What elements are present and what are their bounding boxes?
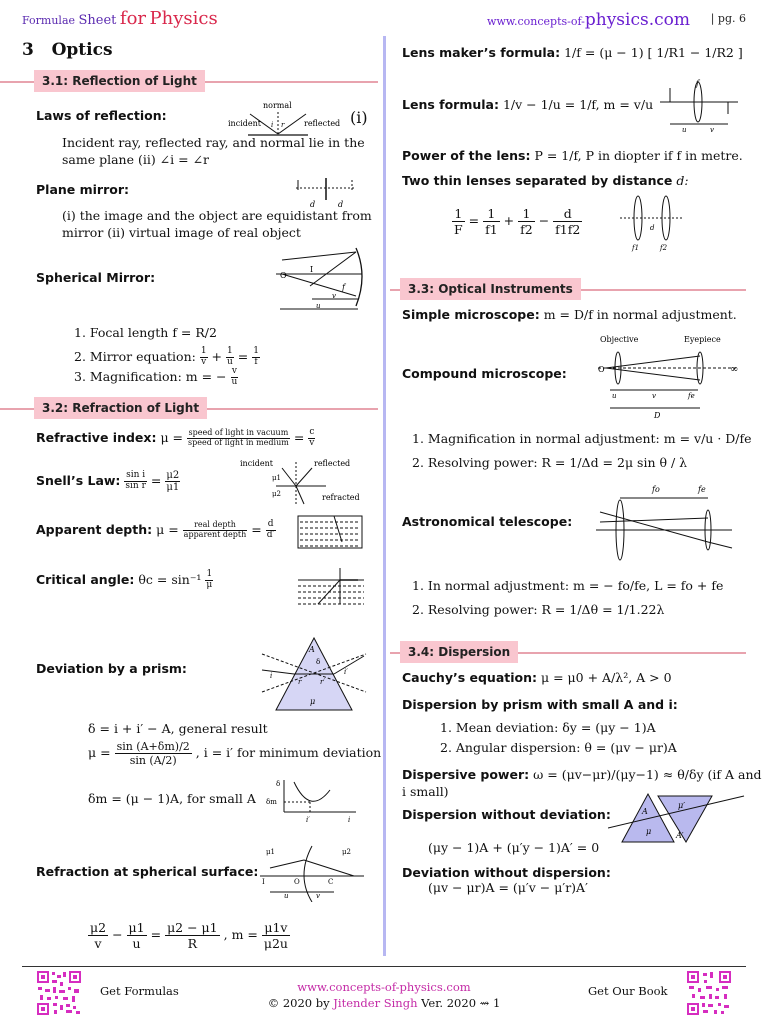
power-row: [402, 148, 743, 165]
lens-v: v: [710, 126, 714, 134]
compound-item-2: [412, 455, 687, 472]
compound-fe: fe: [688, 392, 695, 400]
frac-n: sin (A+δm)/2: [116, 740, 190, 753]
compound-u: u: [612, 392, 617, 400]
sph-center: C: [328, 878, 334, 886]
reflection-diagram: [228, 98, 348, 138]
frac-n: sin i: [126, 470, 146, 481]
lens-diagram: [660, 78, 740, 134]
refracted-label: refracted: [322, 493, 360, 502]
angle-r: r: [298, 678, 302, 686]
simple-microscope-row: [402, 307, 737, 324]
qr-code-book[interactable]: [686, 970, 732, 1016]
plane-mirror-label: Plane mirror:: [36, 182, 129, 197]
telescope-fe: fe: [698, 485, 706, 494]
frac: [553, 206, 582, 237]
apex-label: A: [309, 645, 315, 654]
header-word-formulae: Formulae: [22, 14, 76, 27]
power-eq: P = 1/f, P in diopter if f in metre.: [534, 148, 743, 163]
frac-n: μ1v: [262, 920, 290, 936]
frac: [165, 920, 220, 951]
frac: [200, 347, 208, 368]
astro-item-1: [412, 578, 723, 595]
graph-i-prime: i′: [306, 816, 310, 824]
power-label: Power of the lens:: [402, 148, 531, 163]
deviation-without-dispersion-label: Deviation without dispersion:: [402, 865, 611, 880]
angle-i-label: i: [271, 121, 274, 129]
frac-d: u: [132, 936, 141, 951]
lensmaker-eq: 1/f = (μ − 1) [ 1/R1 − 1/R2 ]: [564, 45, 743, 60]
frac: [483, 206, 500, 237]
compound-microscope-label: Compound microscope:: [402, 366, 567, 381]
critical-angle-row: [36, 570, 213, 591]
frac-d: f1: [485, 222, 498, 237]
page-header: [0, 6, 768, 28]
version-text: Ver. 2020 ⇝ 1: [421, 996, 501, 1010]
author-name[interactable]: Jitender Singh: [333, 996, 418, 1010]
frac-n: c: [309, 427, 315, 437]
reflected-label: reflected: [314, 459, 351, 468]
astro-mag-text: 1. In normal adjustment: m = −: [412, 578, 614, 593]
frac-d: F: [454, 222, 463, 237]
sph-mu2: μ2: [342, 848, 352, 856]
frac-d: f1f2: [555, 222, 581, 237]
frac-n: μ1: [128, 920, 145, 935]
prism-mu-prime: μ′: [678, 801, 686, 810]
astro-rp-text: 2. Resolving power: R =: [412, 602, 566, 617]
frac-n: 1: [518, 206, 535, 222]
ri-mu: μ =: [160, 429, 184, 445]
get-book-link[interactable]: Get Our Book: [588, 984, 668, 998]
apparent-depth-row: [36, 520, 276, 541]
lens-formula-eq: 1/v − 1/u = 1/f, m = v/u: [502, 97, 654, 112]
frac-d: u: [226, 356, 233, 367]
snell-eq: =: [150, 473, 162, 488]
critical-angle-diagram: [296, 564, 366, 606]
spherical-mirror-label: Spherical Mirror:: [36, 270, 156, 285]
compound-v: v: [652, 392, 656, 400]
column-divider: [383, 36, 386, 956]
prism-eq-general: δ = i + i′ − A, general result: [88, 721, 268, 736]
deviation-without-dispersion-eq: (μv − μr)A = (μ′v − μ′r)A′: [428, 880, 588, 895]
thin-f1: f1: [632, 244, 640, 252]
snell-label: Snell’s Law:: [36, 473, 121, 488]
prism-a: A: [642, 807, 648, 816]
frac-n: d: [553, 206, 582, 222]
lensmaker-row: [402, 45, 743, 62]
dispersion-without-deviation-eq: (μy − 1)A + (μ′y − 1)A′ = 0: [428, 840, 600, 855]
frac: [308, 428, 315, 449]
cauchy-label: Cauchy’s equation:: [402, 670, 538, 685]
subsection-heading: 3.3: Optical Instruments: [400, 278, 581, 300]
prism-mu: μ =: [88, 745, 111, 761]
eq-minus: −: [112, 927, 123, 942]
frac-d: apparent depth: [183, 529, 247, 539]
incident-label: incident: [240, 459, 273, 468]
frac-d: f: [254, 356, 258, 367]
frac-n: real depth: [183, 521, 248, 531]
simple-microscope-eq: m = D/f in normal adjustment.: [543, 307, 737, 322]
compound-D: D: [654, 411, 661, 420]
focal-label: f: [342, 283, 345, 292]
snell-row: [36, 470, 180, 493]
app-eq: =: [251, 521, 262, 537]
eyepiece-label: Eyepiece: [684, 335, 721, 344]
angular-dispersion: 2. Angular dispersion: θ = (μv − μr)A: [440, 740, 677, 755]
angle-i: i: [270, 672, 273, 680]
frac-d: μ2u: [263, 936, 288, 951]
ri-eq: =: [293, 429, 305, 445]
copyright-prefix: © 2020 by: [267, 996, 330, 1010]
astro-rp-eq: 1/Δθ = 1/1.22λ: [569, 602, 665, 617]
frac-n: μ2: [90, 920, 107, 935]
lens-formula-row: [402, 97, 653, 114]
compound-mag-text: 1. Magnification in normal adjustment: m =: [412, 431, 691, 446]
compound-item-1: [412, 431, 752, 448]
reflected-label: reflected: [304, 119, 341, 128]
frac-d: μ1: [166, 482, 180, 493]
compound-microscope-diagram: [596, 332, 746, 422]
snell-diagram: [236, 456, 366, 506]
infinity-symbol: ∞: [730, 364, 739, 375]
frac: [124, 471, 146, 492]
thin-lens-diagram: [620, 190, 686, 254]
section-title: [22, 40, 113, 60]
angle-r-prime: r′: [320, 678, 325, 686]
lensmaker-label: Lens maker’s formula:: [402, 45, 561, 60]
spherical-surface-label: Refraction at spherical surface:: [36, 864, 259, 879]
eq-m: , m =: [223, 927, 258, 942]
footer-url[interactable]: www.concepts-of-physics.com: [297, 980, 471, 994]
thin-lens-row: [402, 173, 689, 190]
frac-d: sin (A/2): [129, 754, 177, 768]
frac-d: d′: [266, 529, 275, 540]
frac-n: 1: [253, 346, 259, 356]
section-number: 3: [22, 40, 34, 60]
incident-label: incident: [228, 119, 261, 128]
focal-length-text: 1. Focal length f = R/2: [74, 325, 217, 340]
app-mu: μ =: [156, 521, 179, 537]
telescope-fo: fo: [652, 485, 660, 494]
dispersive-power-eq: ω = (μv−μr)/(μy−1) ≈ θ/δy (if A and i small): [402, 767, 762, 799]
distance-d2: d: [338, 200, 344, 209]
spherical-surface-eq: [88, 920, 290, 951]
normal-label: normal: [263, 101, 292, 110]
delta-label: δ: [316, 658, 321, 666]
image-label: I: [310, 265, 314, 274]
v-label: v: [332, 292, 336, 300]
subsection-3-2: [0, 397, 378, 421]
header-url-a: www.concepts-of-: [487, 15, 585, 28]
sph-object: O: [294, 878, 300, 886]
frac: [115, 740, 192, 767]
subsection-heading: 3.2: Refraction of Light: [34, 397, 207, 419]
get-formulas-link[interactable]: Get Formulas: [100, 984, 179, 998]
frac: [231, 367, 239, 388]
frac: [452, 206, 465, 237]
refractive-index-label: Refractive index:: [36, 429, 157, 445]
u-label: u: [316, 302, 321, 310]
distance-d1: d: [310, 200, 316, 209]
graph-i: i: [348, 816, 351, 824]
dispersive-power-label: Dispersive power:: [402, 767, 530, 782]
refractive-index-row: [36, 428, 315, 449]
mu-label: μ: [310, 697, 316, 706]
subsection-heading: 3.4: Dispersion: [400, 641, 518, 663]
laws-tag: (i): [350, 108, 368, 127]
prism-min-dev-note: , i = i′ for minimum deviation: [195, 745, 382, 761]
frac: [518, 206, 535, 237]
frac-d: v: [201, 356, 207, 367]
angle-r-label: r: [281, 121, 285, 129]
plane-mirror-text: (i) the image and the object are equidistant from mirror (ii) virtual image of real object: [62, 208, 372, 240]
astro-mag-eq: fo/fe, L = fo + fe: [617, 578, 724, 593]
mean-deviation: 1. Mean deviation: δy = (μy − 1)A: [440, 720, 656, 735]
plane-mirror-diagram: [290, 176, 360, 210]
cauchy-eq: μ = μ0 + A/λ², A > 0: [541, 670, 672, 685]
critical-angle-label: Critical angle:: [36, 571, 135, 587]
frac-d: f2: [520, 222, 533, 237]
frac-d: R: [187, 936, 198, 951]
spherical-item-3: [74, 367, 238, 388]
frac-n: 1: [206, 569, 213, 579]
frac: [183, 521, 248, 540]
eq-equals: =: [150, 927, 162, 942]
frac-n: 1: [483, 206, 500, 222]
objective-label: Objective: [600, 335, 639, 344]
compound-o: O: [598, 365, 605, 374]
angle-i-prime: i′: [344, 668, 348, 676]
thin-lens-label: Two thin lenses separated by distance: [402, 173, 673, 188]
header-word-for: for: [119, 8, 147, 29]
frac: [205, 570, 213, 591]
frac-d: v: [309, 437, 315, 448]
frac: [187, 429, 290, 448]
copyright-line: [0, 996, 768, 1010]
frac-d: sin r: [125, 481, 146, 491]
frac: [226, 347, 234, 368]
frac-n: v: [231, 366, 237, 376]
spherical-mirror-diagram: [276, 246, 366, 312]
thin-f2: f2: [660, 244, 668, 252]
thin-d: d: [650, 224, 655, 232]
graph-delta-m: δm: [266, 798, 277, 806]
lens-u: u: [682, 126, 687, 134]
prism-a-prime: A′: [676, 831, 684, 840]
mu1-label: μ1: [272, 474, 282, 482]
mirror-eq-text: 2. Mirror equation:: [74, 348, 196, 364]
dispersion-prism-label: Dispersion by prism with small A and i:: [402, 697, 678, 712]
spherical-item-2: 2. Mirror equation: $\frac{1}{v}$ + $\frac{1}{u}$ = $\frac{1}{f}$: [74, 346, 259, 367]
header-url[interactable]: [487, 10, 690, 30]
prism-eq-min-dev: [88, 740, 381, 767]
deviation-graph: [266, 776, 362, 824]
critical-angle-eq: θc = sin⁻¹: [138, 571, 202, 587]
frac-n: 1: [452, 206, 465, 222]
thin-lens-d: d:: [676, 173, 689, 188]
prism-diagram: [258, 634, 370, 712]
sph-mu1: μ1: [266, 848, 276, 856]
frac: [266, 520, 276, 541]
laws-text: Incident ray, reflected ray, and normal lie in the same plane (ii) ∠i = ∠r: [62, 135, 365, 167]
compound-rp-text: 2. Resolving power: R =: [412, 455, 566, 470]
subsection-3-4: [390, 641, 746, 665]
object-label: O: [280, 271, 287, 280]
magnification-text: 3. Magnification: m = −: [74, 368, 227, 384]
frac: [262, 920, 290, 951]
apparent-depth-diagram: [296, 512, 364, 550]
frac: [252, 347, 260, 368]
frac-n: μ2 − μ1: [167, 920, 218, 935]
frac-d: u: [231, 376, 238, 387]
header-word-sheet: Sheet: [78, 13, 117, 28]
frac-d: speed of light in medium: [188, 437, 289, 447]
compound-rp-eq: 1/Δd = 2μ sin θ / λ: [569, 455, 688, 470]
frac-n: speed of light in vacuum: [188, 428, 289, 438]
telescope-diagram: [596, 482, 736, 572]
frac-n: μ2: [166, 470, 180, 481]
header-word-physics: Physics: [149, 8, 218, 29]
section-name: Optics: [51, 40, 113, 60]
cauchy-row: [402, 670, 672, 687]
sph-v: v: [316, 892, 320, 900]
sph-image: I: [262, 878, 265, 886]
lens-formula-label: Lens formula:: [402, 97, 499, 112]
subsection-heading: 3.1: Reflection of Light: [34, 70, 205, 92]
laws-label: Laws of reflection:: [36, 108, 167, 123]
simple-microscope-label: Simple microscope:: [402, 307, 540, 322]
compound-mag-eq: v/u · D/fe: [694, 431, 752, 446]
spherical-surface-diagram: [256, 842, 368, 902]
astro-item-2: [412, 602, 664, 619]
subsection-3-3: [390, 278, 746, 302]
frac: [165, 470, 180, 493]
lens-f: f: [696, 79, 699, 88]
prism-mu: μ: [646, 827, 652, 836]
prism-eq-small-a: δm = (μ − 1)A, for small A: [88, 791, 256, 806]
frac-n: 1: [227, 346, 233, 356]
prism-label: Deviation by a prism:: [36, 661, 187, 676]
thin-lens-eq: $\frac{1}{F}$ = $\frac{1}{f1}$ + $\frac{1}{f2}$ − $\frac{d}{f1f2}$: [454, 206, 581, 237]
subsection-3-1: [0, 70, 378, 94]
page-number: | pg. 6: [710, 12, 746, 25]
dispersion-without-deviation-label: Dispersion without deviation:: [402, 807, 611, 822]
frac: [88, 920, 108, 951]
apparent-depth-label: Apparent depth:: [36, 521, 153, 537]
graph-delta: δ: [276, 780, 281, 788]
header-url-b: physics.com: [584, 10, 690, 30]
sph-u: u: [284, 892, 289, 900]
frac-n: d: [266, 520, 276, 531]
footer-rule: [22, 966, 746, 967]
spherical-item-1: [74, 325, 217, 342]
header-title: [22, 8, 218, 29]
mu2-label: μ2: [272, 490, 282, 498]
frac: [127, 920, 147, 951]
combined-prisms-diagram: [608, 784, 748, 848]
astronomical-telescope-label: Astronomical telescope:: [402, 514, 573, 529]
frac-d: v: [94, 936, 102, 951]
frac-d: μ: [206, 579, 213, 590]
frac-n: 1: [200, 346, 207, 356]
